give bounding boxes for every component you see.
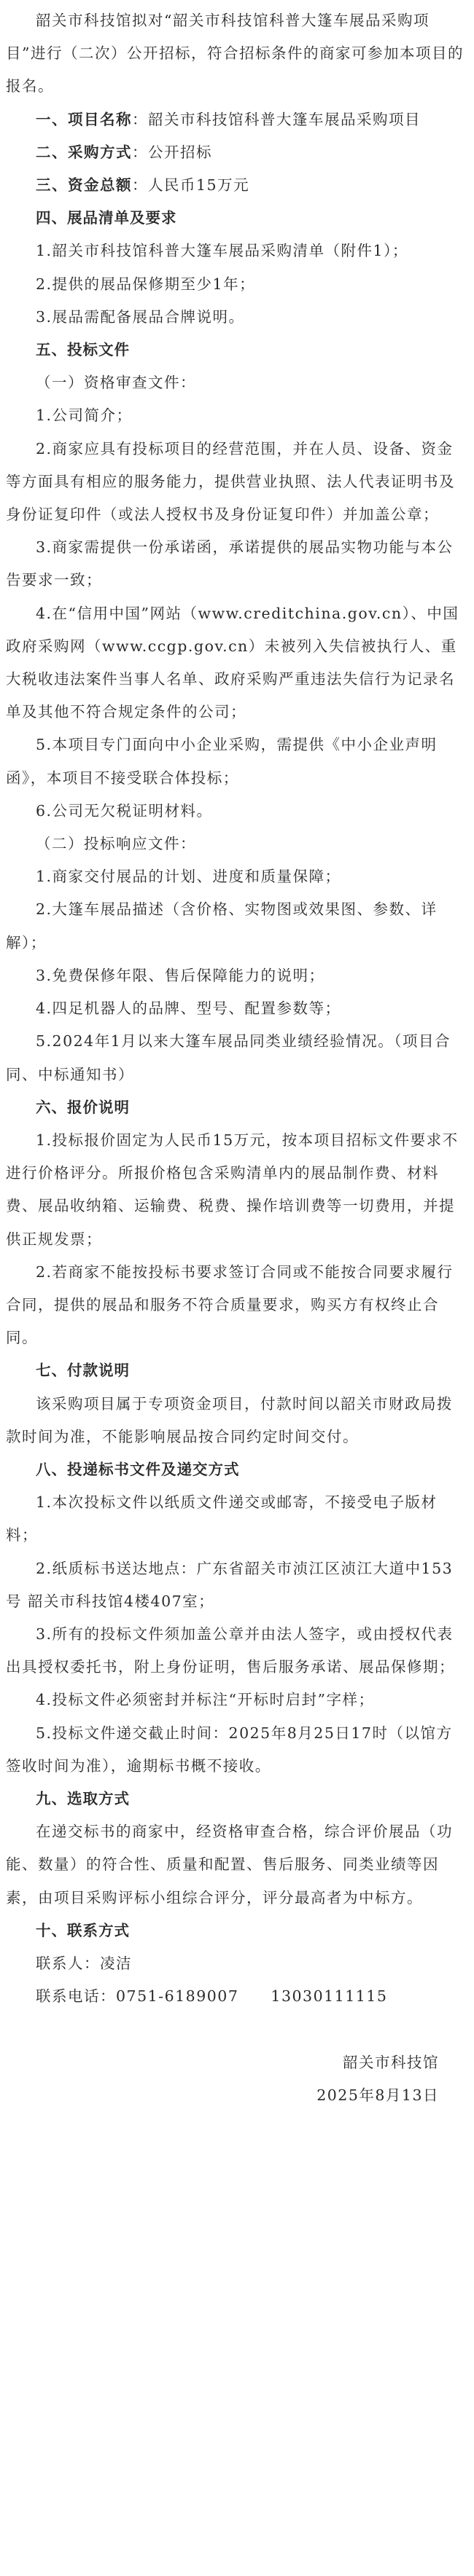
response-item: 5.2024年1月以来大篷车展品同类业绩经验情况。（项目合同、中标通知书）	[6, 1032, 451, 1083]
total-funds-line	[6, 169, 468, 202]
exhibit-requirement-item: 3.展品需配备展品合牌说明。	[36, 307, 245, 326]
signature-date: 2025年8月13日	[316, 2086, 439, 2104]
qualification-item: 2.商家应具有投标项目的经营范围，并在人员、设备、资金等方面具有相应的服务能力，提供营业执照、法人代表证明书及身份证复印件（或法人授权书及身份证复印件）并加盖公章；	[6, 439, 455, 524]
project-name-label: 一、项目名称	[36, 110, 132, 128]
submission-item: 5.投标文件递交截止时间：2025年8月25日17时（以馆方签收时间为准），逾期标书概不接收。	[6, 1724, 453, 1775]
qualification-item: 4.在“信用中国”网站（www.creditchina.gov.cn）、中国政府采购网（www.ccgp.gov.cn）未被列入失信被执行人、重大税收违法案件当事人名单、政府采购严重违法失信行为记录名单及其他不符合规定条件的公司；	[6, 604, 459, 721]
blank-spacer	[6, 2013, 468, 2046]
section-heading-exhibit-list: 四、展品清单及要求	[36, 209, 177, 227]
signature-organization: 韶关市科技馆	[343, 2053, 439, 2071]
exhibit-requirement-item: 1.韶关市科技馆科普大篷车展品采购清单（附件1）；	[36, 242, 408, 260]
response-item: 3.免费保修年限、售后保障能力的说明；	[36, 966, 325, 984]
response-item: 4.四足机器人的品牌、型号、配置参数等；	[36, 1000, 341, 1018]
total-funds-label: 三、资金总额	[36, 176, 132, 195]
section-heading-contact: 十、联系方式	[36, 1921, 130, 1939]
contact-phone: 联系电话：0751-6189007 13030111115	[36, 1987, 388, 2006]
response-item: 2.大篷车展品描述（含价格、实物图或效果图、参数、详解）；	[6, 900, 438, 951]
submission-item: 2.纸质标书送达地点：广东省韶关市浈江区浈江大道中153号 韶关市科技馆4楼407室；	[6, 1559, 454, 1610]
qualification-item: 6.公司无欠税证明材料。	[36, 801, 213, 820]
quotation-item: 2.若商家不能按投标书要求签订合同或不能按合同要求履行合同，提供的展品和服务不符合质量要求，购买方有权终止合同。	[6, 1263, 454, 1347]
project-name-value: ：韶关市科技馆科普大篷车展品采购项目	[132, 110, 421, 128]
submission-item: 3.所有的投标文件须加盖公章并由法人签字，或由授权代表出具授权委托书，附上身份证明，售后服务承诺、展品保修期；	[6, 1625, 455, 1676]
quotation-item: 1.投标报价固定为人民币15万元，按本项目招标文件要求不进行价格评分。所报价格包含采购清单内的展品制作费、材料费、展品收纳箱、运输费、税费、操作培训费等一切费用，并提供正规发票；	[6, 1131, 459, 1248]
selection-paragraph: 在递交标书的商家中，经资格审查合格，综合评价展品（功能、数量）的符合性、质量和配置、售后服务、同类业绩等因素，由项目采购评标小组综合评分，评分最高者为中标方。	[6, 1823, 453, 1907]
section-heading-quotation: 六、报价说明	[36, 1098, 130, 1116]
section-heading-payment: 七、付款说明	[36, 1362, 130, 1380]
subheading-qualification-documents: （一）资格审查文件：	[36, 374, 196, 392]
qualification-item: 1.公司简介；	[36, 407, 133, 425]
total-funds-value: ：人民币15万元	[132, 176, 250, 195]
qualification-item: 5.本项目专门面向中小企业采购，需提供《中小企业声明函》，本项目不接受联合体投标；	[6, 736, 438, 787]
section-heading-submission: 八、投递标书文件及递交方式	[36, 1460, 240, 1478]
subheading-response-documents: （二）投标响应文件：	[36, 835, 196, 853]
exhibit-requirement-item: 2.提供的展品保修期至少1年；	[36, 275, 256, 293]
project-name-line	[6, 103, 468, 136]
submission-item: 1.本次投标文件以纸质文件递交或邮寄，不接受电子版材料；	[6, 1493, 438, 1544]
qualification-item: 3.商家需提供一份承诺函，承诺提供的展品实物功能与本公告要求一致；	[6, 538, 454, 589]
section-heading-bid-documents: 五、投标文件	[36, 341, 130, 359]
submission-item: 4.投标文件必须密封并标注“开标时启封”字样；	[36, 1691, 375, 1709]
section-heading-selection: 九、选取方式	[36, 1789, 130, 1807]
procurement-method-line	[6, 136, 468, 169]
procurement-method-label: 二、采购方式	[36, 143, 132, 161]
intro-paragraph: 韶关市科技馆拟对“韶关市科技馆科普大篷车展品采购项目”进行（二次）公开招标，符合招标条件的商家可参加本项目的报名。	[6, 12, 464, 95]
response-item: 1.商家交付展品的计划、进度和质量保障；	[36, 868, 341, 886]
payment-paragraph: 该采购项目属于专项资金项目，付款时间以韶关市财政局拨款时间为准，不能影响展品按合同约定时间交付。	[6, 1394, 453, 1445]
procurement-method-value: ：公开招标	[132, 143, 212, 161]
contact-person: 联系人：凌洁	[36, 1954, 132, 1972]
